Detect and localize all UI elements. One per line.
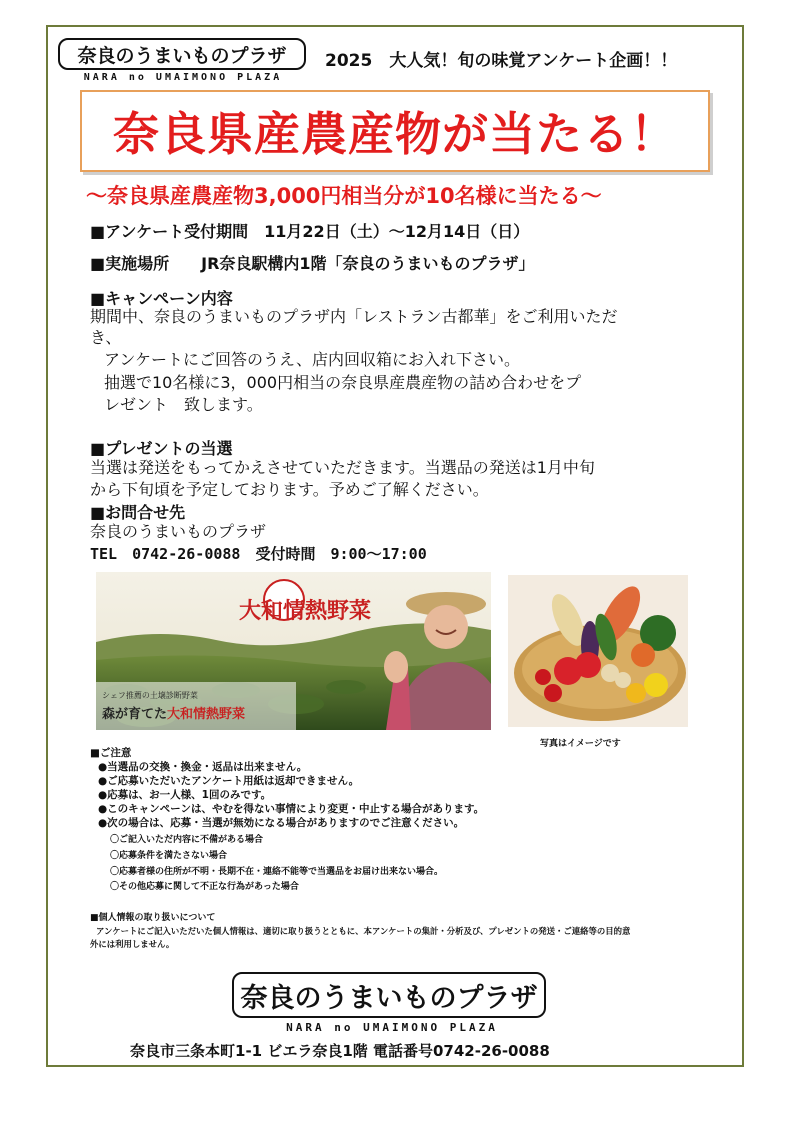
note-subitem: 〇応募者様の住所が不明・長期不在・連絡不能等で当選品をお届け出来ない場合。 [110,867,444,877]
contact-heading: ■お問合せ先 [90,503,186,522]
header-logo-text: 奈良のうまいものプラザ [77,44,287,67]
note-subitem: 〇その他応募に関して不正な行為があった場合 [110,882,299,892]
info-period: ■アンケート受付期間 11月22日（土）～12月14日（日） [90,222,530,241]
campaign-heading: ■キャンペーン内容 [90,289,233,308]
note-subitem: 〇応募条件を満たさない場合 [110,851,228,861]
campaign-line-5: レゼント 致します。 [104,395,263,414]
footer-logo-text: 奈良のうまいものプラザ [240,982,538,1014]
campaign-line-1: 期間中、奈良のうまいものプラザ内「レストラン古都華」をご利用いただ [90,307,618,326]
campaign-line-2: き、 [90,328,122,347]
notes-heading: ■ご注意 [90,747,132,759]
svg-text:森が育てた大和情熱野菜 [102,706,245,722]
contact-name: 奈良のうまいものプラザ [90,522,267,541]
vegetable-basket-illustration [508,575,688,727]
winner-heading: ■プレゼントの当選 [90,439,233,458]
note-item: ●当選品の交換・換金・返品は出来ません。 [98,761,308,773]
winner-line-1: 当選は発送をもってかえさせていただきます。当選品の発送は1月中旬 [90,458,595,477]
left-photo-caption-prefix: 森が育てた [102,707,168,722]
headline-title: 奈良県産農産物が当たる！ [113,107,677,161]
header-logo-subtitle: NARA no UMAIMONO PLAZA [83,72,283,83]
note-subitem: 〇ご記入いただ内容に不備がある場合 [110,835,264,845]
yamato-vegetables-photo [96,572,491,730]
header-logo [58,38,306,70]
left-photo-title: 大和情熱野菜 [239,598,372,624]
privacy-line-1: アンケートにご記入いただいた個人情報は、適切に取り扱うとともに、本アンケートの集計・分析及び、プレゼントの発送・ご連絡等の目的意 [96,926,631,936]
info-place: ■実施場所 JR奈良駅構内1階「奈良のうまいものプラザ」 [90,254,535,273]
photo-caption: 写真はイメージです [540,739,621,749]
farm-scene-illustration [96,572,491,730]
campaign-line-3: アンケートにご回答のうえ、店内回収箱にお入れ下さい。 [104,350,521,369]
note-item: ●このキャンペーンは、やむを得ない事情により変更・中止する場合があります。 [98,803,485,815]
vegetable-basket-photo [508,575,688,727]
left-photo-caption-highlight: 大和情熱野菜 [167,707,246,722]
footer-logo-subtitle: NARA no UMAIMONO PLAZA [286,1021,498,1034]
note-item: ●次の場合は、応募・当選が無効になる場合がありますのでご注意ください。 [98,817,465,829]
footer-logo [232,972,546,1018]
note-item: ●応募は、お一人様、1回のみです。 [98,789,272,801]
contact-tel: TEL 0742-26-0088 受付時間 9:00～17:00 [90,545,427,563]
campaign-line-4: 抽選で10名様に3，000円相当の奈良県産農産物の詰め合わせをプ [104,373,582,392]
note-item: ●ご応募いただいたアンケート用紙は返却できません。 [98,775,360,787]
headline-box [80,90,710,172]
header-tagline: 2025 大人気！旬の味覚アンケート企画！！ [325,51,678,71]
privacy-line-2: 外には利用しません。 [90,939,175,949]
winner-line-2: から下旬頃を予定しております。予めご了解ください。 [90,480,489,499]
privacy-heading: ■個人情報の取り扱いについて [90,913,216,923]
headline-subtitle: ～奈良県産農産物3,000円相当分が10名様に当たる～ [86,184,602,208]
left-photo-caption-small: シェフ推薦の土壌診断野菜 [102,691,198,700]
footer-address: 奈良市三条本町1-1 ビエラ奈良1階 電話番号0742-26-0088 [130,1042,550,1060]
